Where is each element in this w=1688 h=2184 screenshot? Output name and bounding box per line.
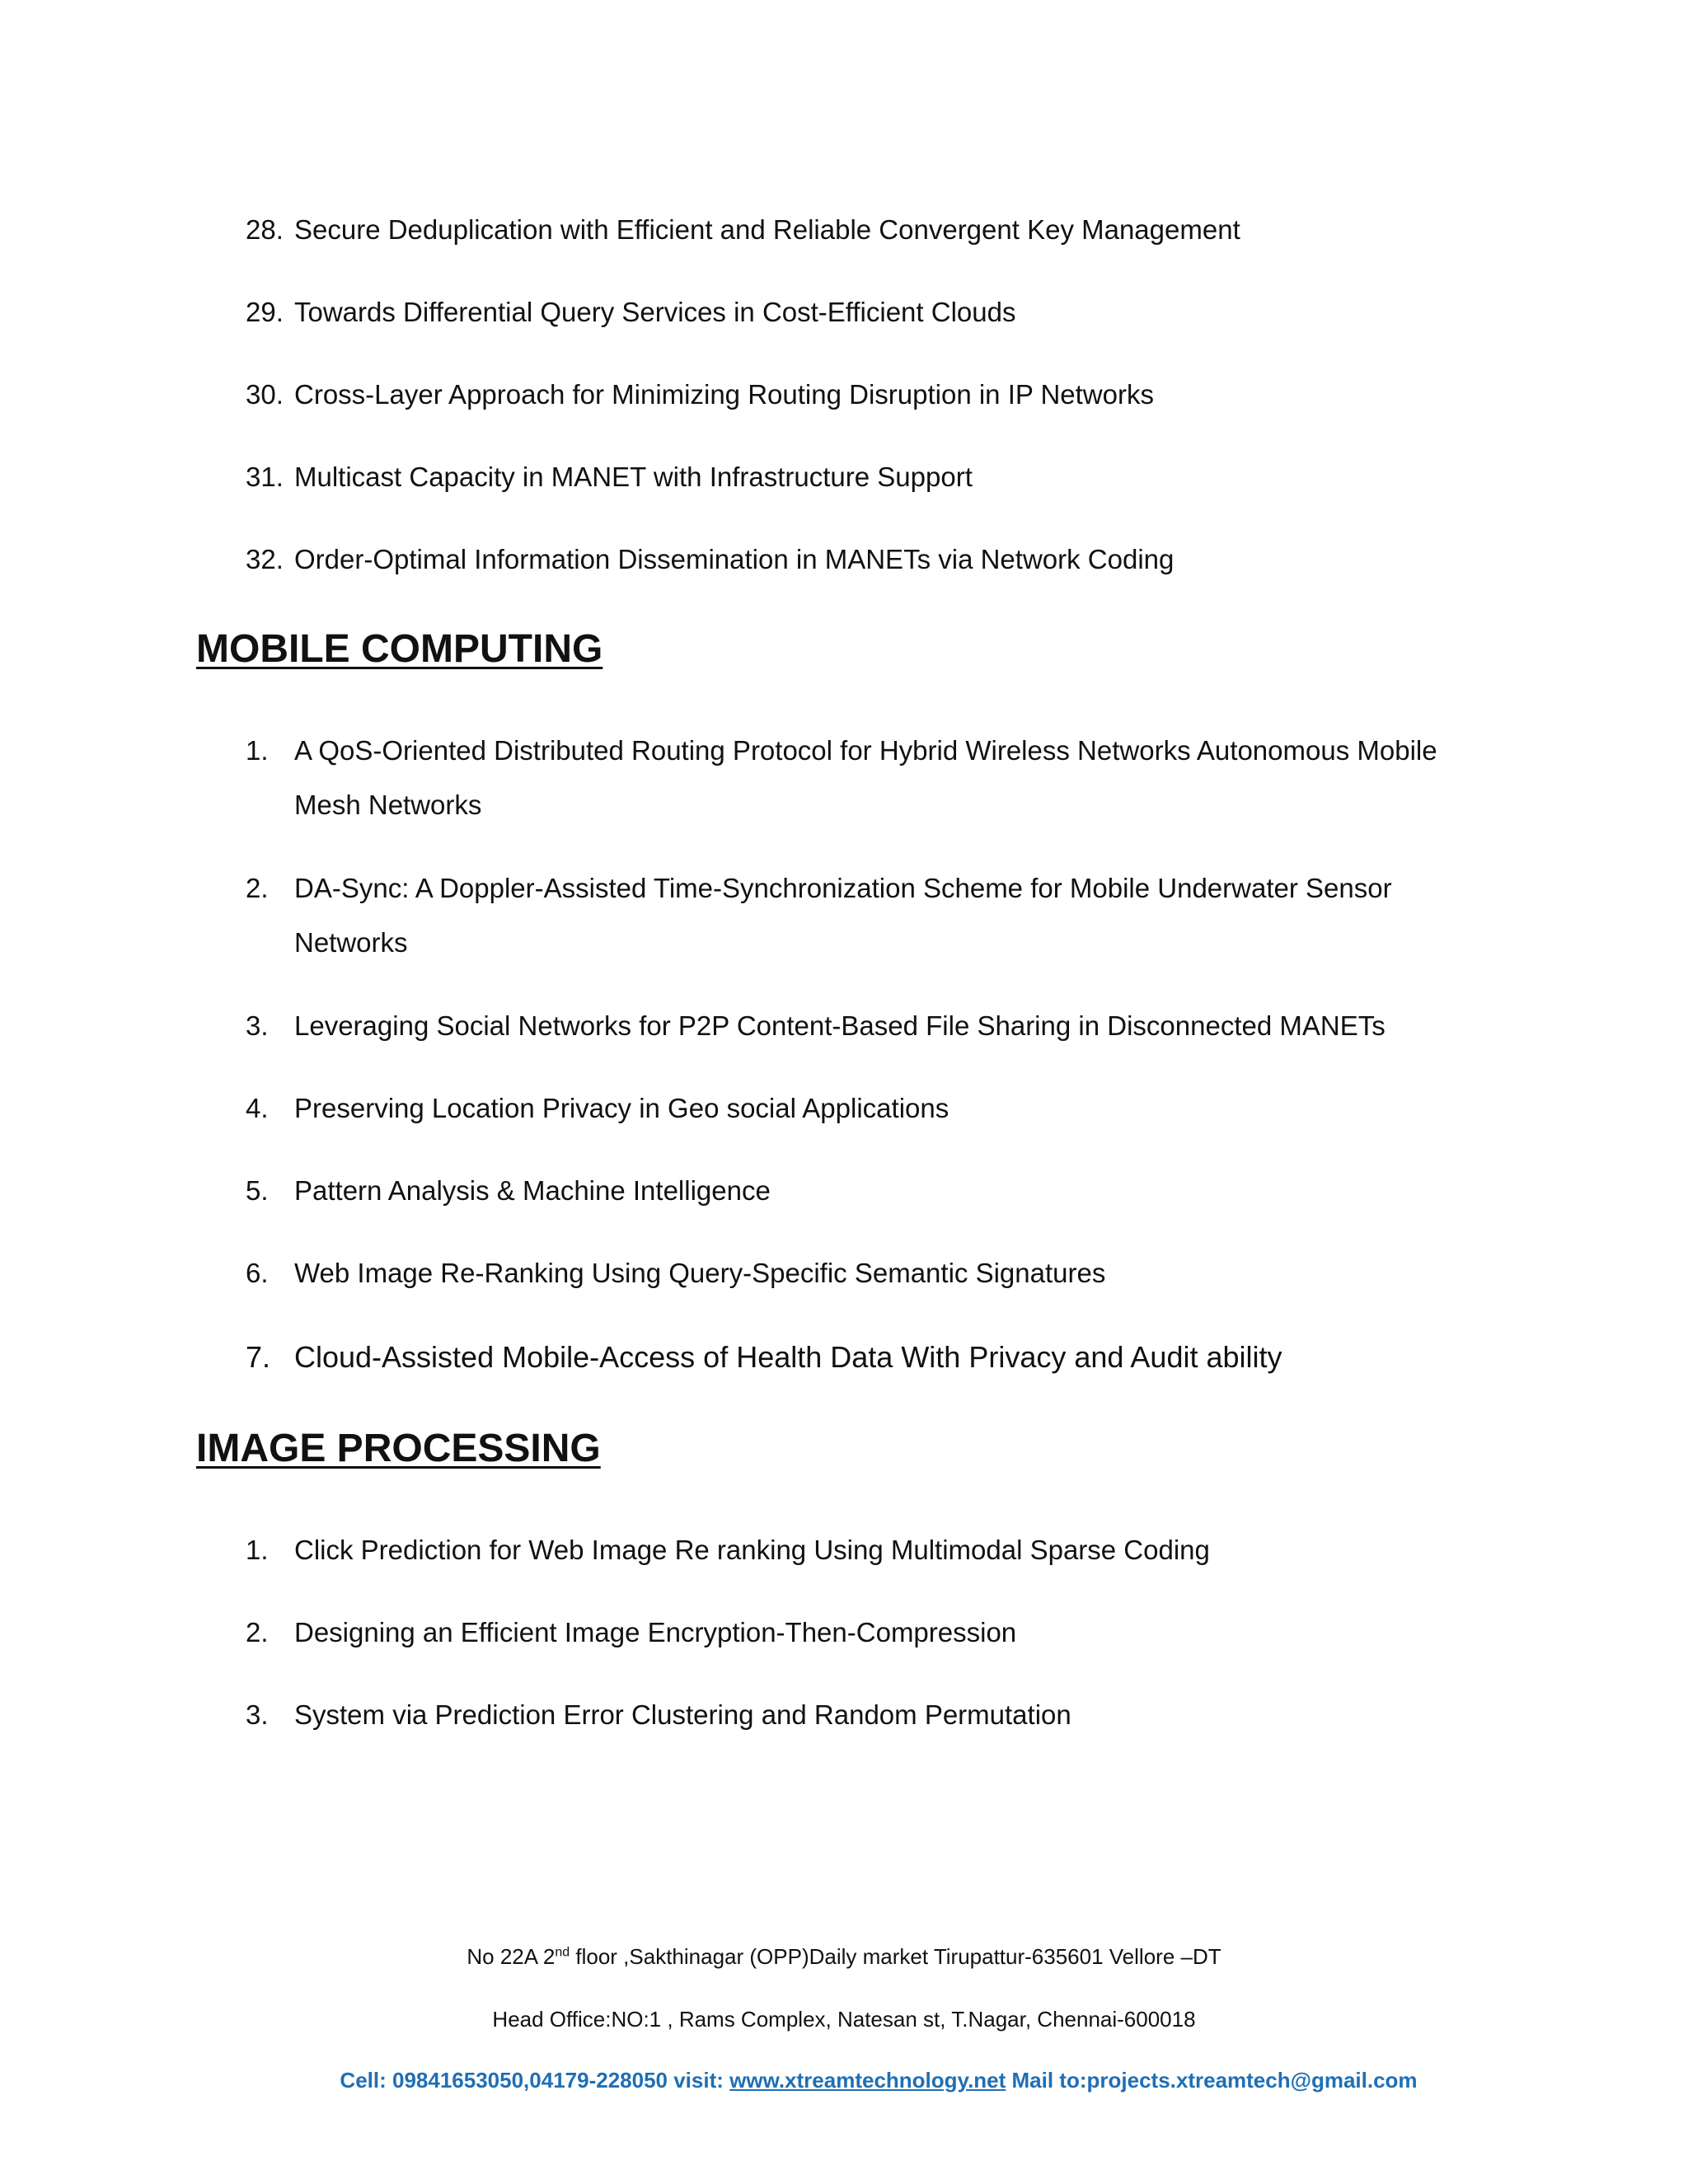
list-item-text: A QoS-Oriented Distributed Routing Protocol for Hybrid Wireless Networks Autonomous Mobile Mesh Networks <box>294 735 1437 820</box>
footer-mail: Mail to:projects.xtreamtech@gmail.com <box>1006 2068 1418 2093</box>
list-item-number: 1. <box>246 1535 269 1565</box>
footer-cell: Cell: 09841653050,04179-228050 visit: <box>340 2068 730 2093</box>
list-item-number: 7. <box>246 1340 271 1374</box>
list-item-text: Multicast Capacity in MANET with Infrastructure Support <box>294 462 973 492</box>
website-link[interactable]: www.xtreamtechnology.net <box>729 2068 1006 2093</box>
list-item-text: DA-Sync: A Doppler-Assisted Time-Synchronization Scheme for Mobile Underwater Sensor Networks <box>294 873 1392 958</box>
list-item-number: 3. <box>246 1010 269 1041</box>
list-item-text: Click Prediction for Web Image Re ranking Using Multimodal Sparse Coding <box>294 1535 1210 1565</box>
section-heading-mobile-computing: MOBILE COMPUTING <box>196 627 603 671</box>
list-item-text: Designing an Efficient Image Encryption-Then-Compression <box>294 1617 1017 1647</box>
list-item-text: Cloud-Assisted Mobile-Access of Health Data With Privacy and Audit ability <box>294 1340 1282 1374</box>
list-item-number: 6. <box>246 1258 269 1288</box>
footer-address-superscript: nd <box>555 1945 570 1960</box>
footer-address-suffix: floor ,Sakthinagar (OPP)Daily market Tirupattur-635601 Vellore –DT <box>570 1944 1221 1969</box>
list-item-number: 3. <box>246 1699 269 1730</box>
list-item-number: 32. <box>246 544 284 574</box>
list-item-number: 29. <box>246 297 284 327</box>
list-item-number: 4. <box>246 1093 269 1123</box>
list-item-text: Towards Differential Query Services in Cost-Efficient Clouds <box>294 297 1016 327</box>
list-item-text: Leveraging Social Networks for P2P Content-Based File Sharing in Disconnected MANETs <box>294 1010 1386 1041</box>
footer-address <box>0 1942 1688 1971</box>
footer-head-office: Head Office:NO:1 , Rams Complex, Natesan st, T.Nagar, Chennai-600018 <box>492 2007 1196 2032</box>
list-item-text: Order-Optimal Information Dissemination in MANETs via Network Coding <box>294 544 1175 574</box>
list-item-text: Pattern Analysis & Machine Intelligence <box>294 1175 771 1206</box>
footer-contact <box>0 2065 1688 2095</box>
list-item-number: 1. <box>246 735 269 766</box>
list-item-number: 28. <box>246 214 284 245</box>
list-item-number: 2. <box>246 1617 269 1647</box>
list-item-number: 5. <box>246 1175 269 1206</box>
footer-address-prefix: No 22A 2 <box>467 1944 556 1969</box>
list-item-text: Preserving Location Privacy in Geo social Applications <box>294 1093 950 1123</box>
list-item-number: 2. <box>246 873 269 903</box>
list-item-text: Cross-Layer Approach for Minimizing Routing Disruption in IP Networks <box>294 379 1154 410</box>
section-heading-image-processing: IMAGE PROCESSING <box>196 1427 601 1470</box>
list-item-number: 31. <box>246 462 284 492</box>
list-item-number: 30. <box>246 379 284 410</box>
list-item-text: System via Prediction Error Clustering and Random Permutation <box>294 1699 1071 1730</box>
list-item-text: Secure Deduplication with Efficient and Reliable Convergent Key Management <box>294 214 1240 245</box>
list-item-text: Web Image Re-Ranking Using Query-Specific Semantic Signatures <box>294 1258 1106 1288</box>
